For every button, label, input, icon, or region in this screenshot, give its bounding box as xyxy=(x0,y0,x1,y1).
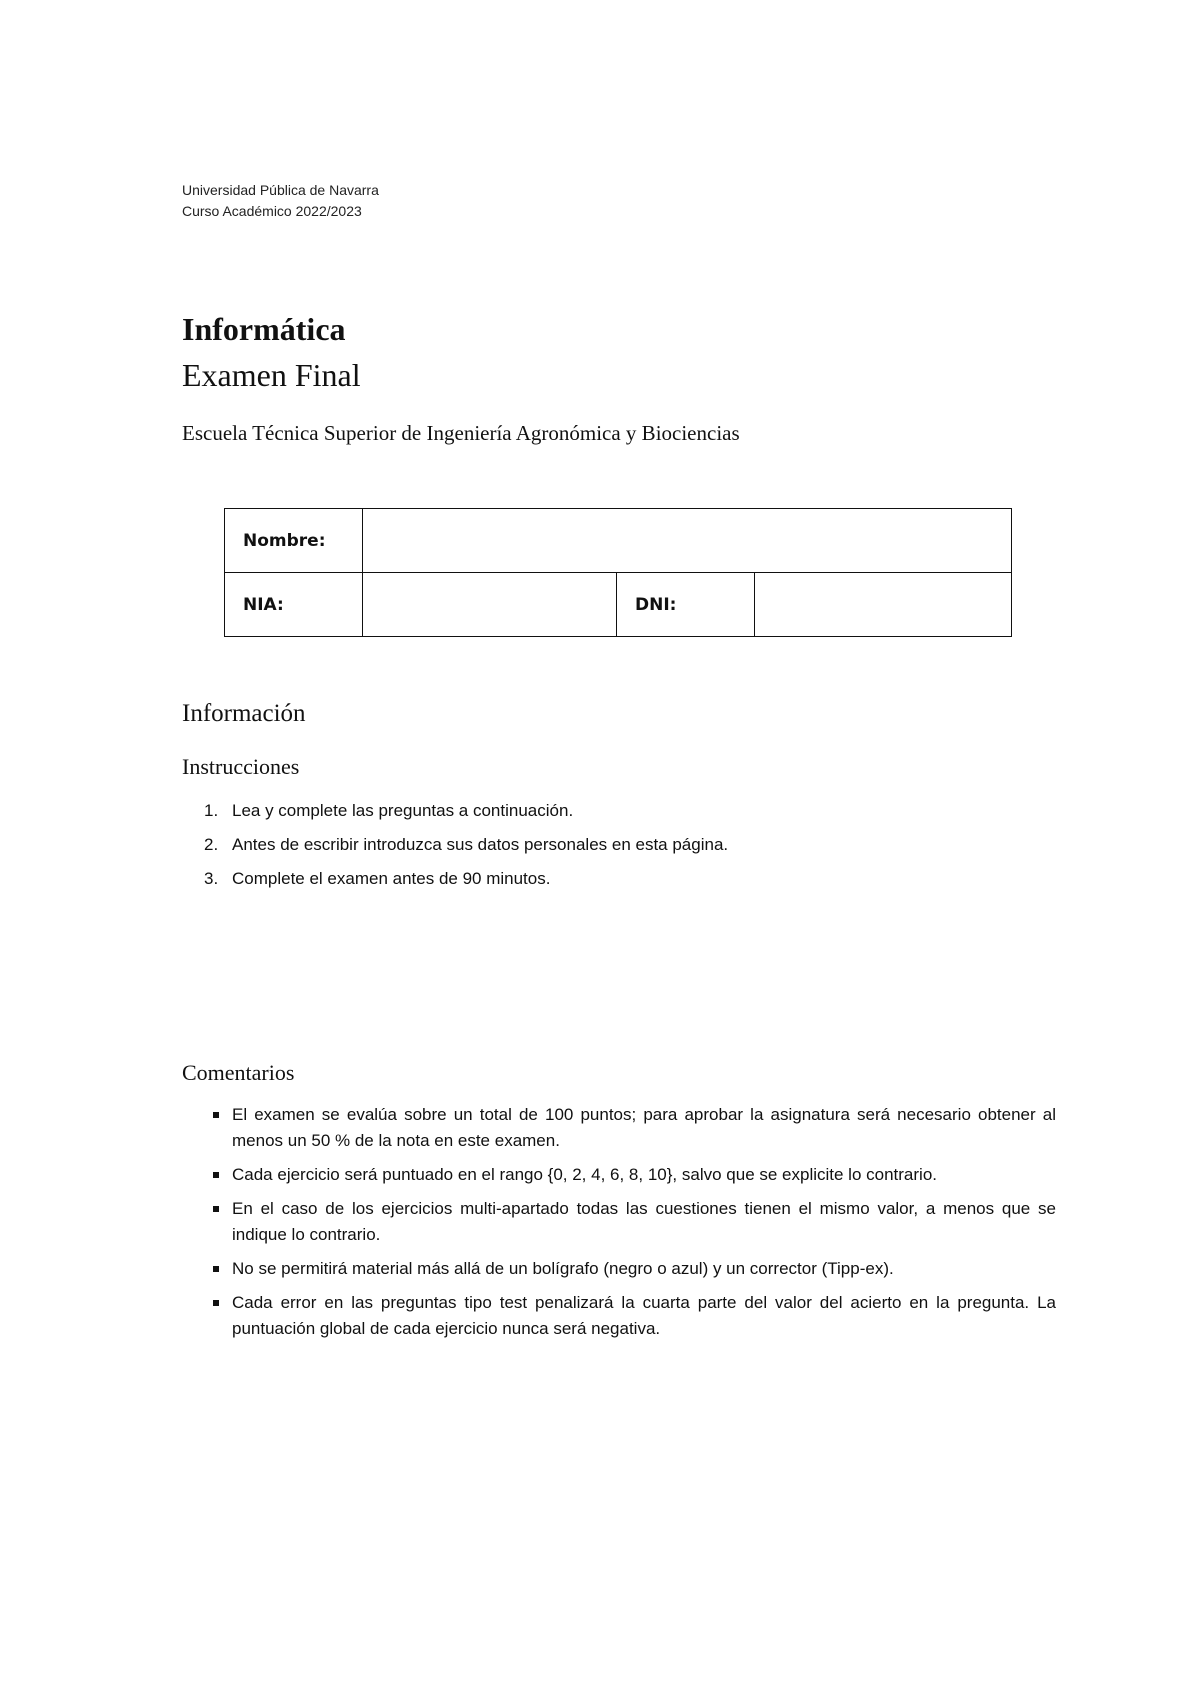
list-item: Cada ejercicio será puntuado en el rango {0, 2, 4, 6, 8, 10}, salvo que se explicite lo contrario. xyxy=(182,1162,1056,1188)
instructions-list xyxy=(182,800,728,902)
name-row xyxy=(225,509,1012,573)
bullet-icon xyxy=(213,1112,219,1118)
list-item: 2. Antes de escribir introduzca sus datos personales en esta página. xyxy=(204,835,729,854)
name-label: Nombre: xyxy=(225,509,363,573)
name-field[interactable] xyxy=(363,509,1012,573)
dni-field[interactable] xyxy=(755,573,1012,637)
list-item: Cada error en las preguntas tipo test penalizará la cuarta parte del valor del acierto en la pregunta. La puntuación global de cada ejercicio nunca será negativa. xyxy=(182,1290,1056,1342)
bullet-icon xyxy=(213,1300,219,1306)
school-name: Escuela Técnica Superior de Ingeniería Agronómica y Biociencias xyxy=(182,421,740,445)
list-item: 1. Lea y complete las preguntas a continuación. xyxy=(204,801,574,820)
list-item: En el caso de los ejercicios multi-apartado todas las cuestiones tienen el mismo valor, a menos que se indique lo contrario. xyxy=(182,1196,1056,1248)
nia-field[interactable] xyxy=(363,573,617,637)
instructions-title: Instrucciones xyxy=(182,754,300,779)
comments-list xyxy=(182,1102,1056,1350)
bullet-icon xyxy=(213,1206,219,1212)
bullet-icon xyxy=(213,1266,219,1272)
student-data-table xyxy=(224,508,1012,637)
bullet-icon xyxy=(213,1172,219,1178)
list-item: 3. Complete el examen antes de 90 minutos. xyxy=(204,869,551,888)
course-title: Informática xyxy=(182,311,346,347)
id-row xyxy=(225,573,1012,637)
dni-label: DNI: xyxy=(617,573,755,637)
title-block xyxy=(182,310,740,446)
list-item: No se permitirá material más allá de un bolígrafo (negro o azul) y un corrector (Tipp-ex). xyxy=(182,1256,1056,1282)
university-name: Universidad Pública de Navarra xyxy=(182,182,379,198)
list-item: El examen se evalúa sobre un total de 100 puntos; para aprobar la asignatura será necesario obtener al menos un 50 % de la nota en este examen. xyxy=(182,1102,1056,1154)
comments-title: Comentarios xyxy=(182,1060,295,1085)
exam-title: Examen Final xyxy=(182,357,361,393)
academic-year: Curso Académico 2022/2023 xyxy=(182,203,362,219)
nia-label: NIA: xyxy=(225,573,363,637)
info-section-title: Información xyxy=(182,700,306,727)
header-meta xyxy=(182,180,379,222)
